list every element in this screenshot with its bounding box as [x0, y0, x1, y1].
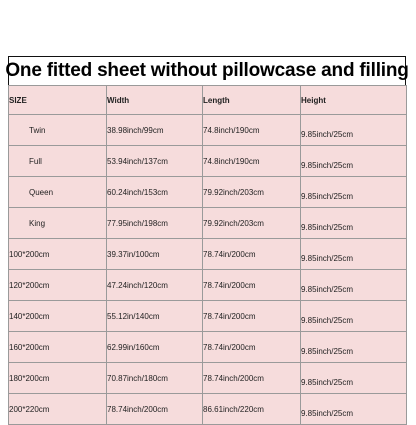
table-row	[9, 301, 407, 332]
cell-length: 78.74in/200cm	[203, 301, 301, 332]
cell-length: 79.92inch/203cm	[203, 208, 301, 239]
table-row	[9, 177, 407, 208]
cell-size: 100*200cm	[9, 239, 107, 270]
cell-height	[301, 301, 407, 332]
table-row	[9, 146, 407, 177]
cell-height	[301, 177, 407, 208]
cell-height	[301, 394, 407, 425]
table-row	[9, 239, 407, 270]
cell-height-text: 9.85inch/25cm	[301, 222, 354, 232]
cell-width: 70.87inch/180cm	[107, 363, 203, 394]
cell-height	[301, 270, 407, 301]
cell-height-text: 9.85inch/25cm	[301, 160, 354, 170]
cell-height	[301, 146, 407, 177]
cell-size: 200*220cm	[9, 394, 107, 425]
title-box	[5, 56, 409, 86]
cell-length: 74.8inch/190cm	[203, 115, 301, 146]
cell-width: 47.24inch/120cm	[107, 270, 203, 301]
table-row	[9, 394, 407, 425]
cell-height-text: 9.85inch/25cm	[301, 377, 354, 387]
cell-size: Twin	[9, 115, 107, 146]
cell-width: 62.99in/160cm	[107, 332, 203, 363]
cell-length: 78.74in/200cm	[203, 332, 301, 363]
page-title: One fitted sheet without pillowcase and filling	[5, 60, 409, 81]
header-width: Width	[107, 86, 203, 115]
header-size: SIZE	[9, 86, 107, 115]
cell-width: 78.74inch/200cm	[107, 394, 203, 425]
table-row	[9, 208, 407, 239]
cell-height-text: 9.85inch/25cm	[301, 129, 354, 139]
header-length: Length	[203, 86, 301, 115]
cell-height-text: 9.85inch/25cm	[301, 284, 354, 294]
cell-length: 78.74inch/200cm	[203, 363, 301, 394]
cell-height-text: 9.85inch/25cm	[301, 315, 354, 325]
cell-size: 160*200cm	[9, 332, 107, 363]
cell-width: 60.24inch/153cm	[107, 177, 203, 208]
cell-size: King	[9, 208, 107, 239]
cell-height	[301, 208, 407, 239]
cell-size: 140*200cm	[9, 301, 107, 332]
cell-height-text: 9.85inch/25cm	[301, 408, 354, 418]
cell-width: 55.12in/140cm	[107, 301, 203, 332]
table-row	[9, 332, 407, 363]
table-row	[9, 115, 407, 146]
table-row	[9, 270, 407, 301]
cell-height-text: 9.85inch/25cm	[301, 346, 354, 356]
cell-height-text: 9.85inch/25cm	[301, 253, 354, 263]
cell-height	[301, 332, 407, 363]
cell-width: 77.95inch/198cm	[107, 208, 203, 239]
cell-height	[301, 115, 407, 146]
cell-length: 79.92inch/203cm	[203, 177, 301, 208]
header-height: Height	[301, 86, 407, 115]
cell-length: 74.8inch/190cm	[203, 146, 301, 177]
table-row	[9, 363, 407, 394]
cell-size: 180*200cm	[9, 363, 107, 394]
cell-length: 86.61inch/220cm	[203, 394, 301, 425]
cell-height-text: 9.85inch/25cm	[301, 191, 354, 201]
table-header-row	[9, 86, 407, 115]
size-table	[8, 85, 407, 425]
cell-length: 78.74in/200cm	[203, 270, 301, 301]
cell-length: 78.74in/200cm	[203, 239, 301, 270]
cell-width: 53.94inch/137cm	[107, 146, 203, 177]
cell-size: 120*200cm	[9, 270, 107, 301]
cell-height	[301, 363, 407, 394]
cell-size: Queen	[9, 177, 107, 208]
cell-height	[301, 239, 407, 270]
cell-width: 39.37in/100cm	[107, 239, 203, 270]
cell-width: 38.98inch/99cm	[107, 115, 203, 146]
cell-size: Full	[9, 146, 107, 177]
